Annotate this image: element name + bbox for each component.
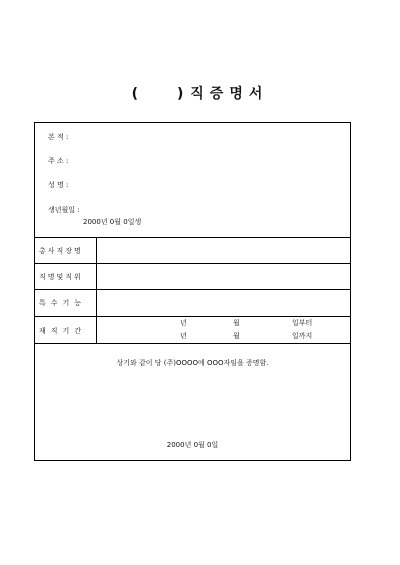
- start-day-unit: 일부터: [292, 319, 313, 327]
- title-text: 직증명서: [190, 86, 269, 102]
- residence-field: [48, 156, 68, 166]
- divider: [35, 289, 350, 290]
- certificate-form: [34, 122, 351, 461]
- certification-date: 2000년 0월 0일: [166, 441, 219, 449]
- address-label: 본 적 :: [48, 133, 69, 141]
- skill-label: 특수기능: [39, 299, 87, 307]
- divider: [35, 316, 350, 317]
- birth-label: 생년월일 :: [48, 206, 80, 214]
- divider: [35, 263, 350, 264]
- document-title: [0, 83, 400, 103]
- position-label: 직명및직위: [39, 273, 83, 281]
- divider: [35, 237, 350, 238]
- address-field: [48, 132, 68, 142]
- title-close-paren: ): [177, 86, 185, 102]
- company-label: 총사직장명: [39, 247, 83, 255]
- name-field: [48, 180, 68, 190]
- divider: [35, 343, 350, 344]
- certification-statement: 상기와 같이 당 (주)OOOO에 OOO자임을 증명함.: [116, 359, 269, 367]
- end-year-unit: 년: [180, 332, 187, 340]
- start-month-unit: 월: [233, 319, 240, 327]
- tenure-label: 재직기간: [39, 327, 87, 335]
- start-year-unit: 년: [180, 319, 187, 327]
- residence-label: 주 소 :: [48, 157, 69, 165]
- birth-field: [48, 205, 80, 215]
- birth-value: 2000년 0월 0일생: [83, 218, 142, 226]
- title-open-paren: (: [131, 86, 139, 102]
- name-label: 성 명 :: [48, 181, 69, 189]
- end-day-unit: 일까지: [292, 332, 313, 340]
- end-day-month-unit: 월: [233, 332, 240, 340]
- label-column-divider: [96, 237, 97, 343]
